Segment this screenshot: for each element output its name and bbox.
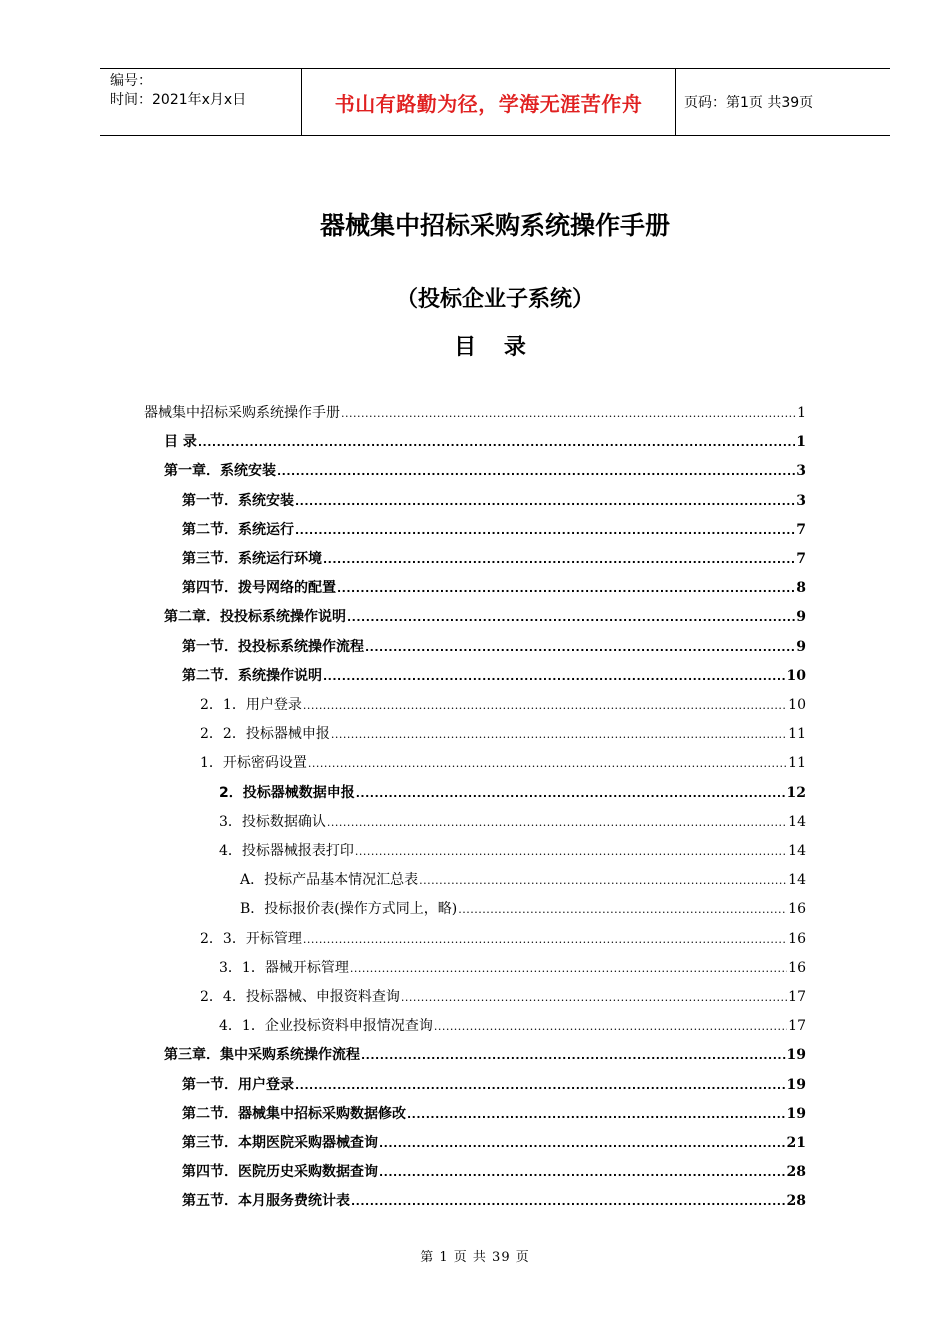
- toc-leader-dots: [327, 816, 787, 829]
- toc-entry-page: 3: [796, 463, 806, 480]
- toc-entry[interactable]: [200, 694, 806, 716]
- toc-entry-page: 8: [796, 580, 806, 597]
- toc-entry-label: 第三节．系统运行环境: [182, 551, 322, 567]
- toc-entry-label: 第五节．本月服务费统计表: [182, 1193, 350, 1210]
- toc-leader-dots: [341, 407, 796, 420]
- toc-entry-page: 7: [796, 551, 806, 567]
- toc-entry[interactable]: [182, 519, 806, 541]
- page-footer: 第 1 页 共 39 页: [420, 1250, 530, 1265]
- header-meta: [110, 72, 300, 110]
- toc-entry-label: 2．2．投标器械申报: [200, 726, 330, 743]
- toc-entry-label: 2．4．投标器械、申报资料查询: [200, 989, 400, 1005]
- toc-entry-label: 3．投标数据确认: [219, 813, 326, 830]
- toc-entry[interactable]: [200, 723, 806, 745]
- toc-leader-dots: [323, 670, 786, 683]
- toc-entry[interactable]: [182, 1190, 806, 1212]
- toc-entry[interactable]: [182, 548, 806, 570]
- toc-entry[interactable]: [219, 957, 806, 979]
- toc-leader-dots: [303, 699, 787, 712]
- toc-entry[interactable]: [182, 577, 806, 599]
- toc-leader-dots: [355, 845, 787, 858]
- toc-entry-label: B．投标报价表(操作方式同上，略): [240, 901, 458, 918]
- toc-entry-page: 3: [796, 492, 806, 509]
- toc-entry-label: 4．1．企业投标资料申报情况查询: [219, 1018, 433, 1035]
- toc-entry[interactable]: [164, 606, 806, 628]
- toc-leader-dots: [337, 582, 795, 595]
- toc-entry-page: 9: [796, 609, 806, 626]
- toc-entry[interactable]: [200, 752, 806, 774]
- toc-leader-dots: [379, 1137, 786, 1150]
- toc-entry[interactable]: [219, 811, 806, 833]
- toc-entry[interactable]: [182, 1161, 806, 1183]
- toc-entry[interactable]: [182, 1074, 806, 1096]
- toc-entry-page: 7: [796, 521, 806, 538]
- toc-entry-page: 14: [788, 843, 806, 859]
- toc-entry-label: 第四节．拨号网络的配置: [182, 580, 336, 597]
- toc-entry-page: 16: [788, 959, 806, 976]
- toc-entry-page: 16: [788, 930, 806, 947]
- toc-leader-dots: [356, 787, 786, 800]
- toc-entry[interactable]: [200, 986, 806, 1008]
- toc-entry-label: 第三章．集中采购系统操作流程: [164, 1047, 360, 1064]
- toc-leader-dots: [295, 524, 795, 537]
- toc-leader-dots: [303, 933, 787, 946]
- toc-entry[interactable]: [240, 869, 806, 891]
- page-header: [100, 68, 890, 136]
- toc-leader-dots: [323, 553, 795, 566]
- toc-entry-label: 第一章．系统安装: [164, 463, 276, 480]
- toc-entry-page: 17: [788, 989, 806, 1005]
- toc-entry[interactable]: [219, 1015, 806, 1037]
- toc-entry-label: 目 录: [164, 434, 197, 451]
- toc-entry-label: 第二节．系统运行: [182, 521, 294, 538]
- toc-leader-dots: [308, 757, 787, 770]
- toc-entry-label: 第一节．投投标系统操作流程: [182, 638, 364, 655]
- header-divider: [675, 69, 676, 135]
- toc-entry-label: 1．开标密码设置: [200, 755, 307, 772]
- toc-entry-page: 11: [788, 726, 806, 743]
- toc-leader-dots: [331, 728, 787, 741]
- header-number: 编号：: [110, 73, 152, 89]
- toc-entry-page: 21: [786, 1135, 806, 1151]
- toc-entry-label: A．投标产品基本情况汇总表: [240, 872, 419, 889]
- toc-entry[interactable]: [144, 402, 806, 424]
- toc-entry[interactable]: [182, 1103, 806, 1125]
- toc-entry-page: 10: [788, 697, 806, 713]
- toc-entry[interactable]: [182, 1132, 806, 1154]
- toc-leader-dots: [277, 465, 795, 478]
- toc-entry-label: 第一节．系统安装: [182, 492, 294, 509]
- toc-entry-label: 第二节．器械集中招标采购数据修改: [182, 1105, 406, 1122]
- toc-entry[interactable]: [219, 840, 806, 862]
- toc-entry[interactable]: [182, 636, 806, 658]
- toc-entry[interactable]: [182, 665, 806, 687]
- toc-entry-page: 19: [786, 1076, 806, 1093]
- toc-entry-label: 2．3．开标管理: [200, 930, 302, 947]
- toc-entry-page: 19: [786, 1105, 806, 1122]
- toc-entry-page: 14: [788, 813, 806, 830]
- toc-entry-label: 3．1．器械开标管理: [219, 959, 349, 976]
- toc-entry-page: 11: [788, 755, 806, 772]
- toc-entry-page: 1: [797, 405, 806, 421]
- toc-entry[interactable]: [219, 782, 806, 804]
- toc-entry-label: 器械集中招标采购系统操作手册: [144, 405, 340, 421]
- toc-leader-dots: [407, 1108, 786, 1121]
- toc-heading: 目 录: [454, 335, 536, 360]
- toc-entry-page: 14: [788, 872, 806, 889]
- toc-entry-page: 10: [786, 667, 806, 684]
- toc-entry-label: 4．投标器械报表打印: [219, 843, 354, 859]
- document-subtitle: （投标企业子系统）: [395, 287, 594, 312]
- toc-leader-dots: [295, 1079, 786, 1092]
- toc-entry-page: 17: [788, 1018, 806, 1035]
- toc-leader-dots: [361, 1049, 786, 1062]
- toc-entry-label: 第三节．本期医院采购器械查询: [182, 1135, 378, 1151]
- toc-entry[interactable]: [182, 490, 806, 512]
- toc-entry-page: 28: [786, 1164, 806, 1181]
- toc-leader-dots: [379, 1166, 786, 1179]
- toc-entry-page: 19: [786, 1047, 806, 1064]
- toc-entry-label: 2．投标器械数据申报: [219, 784, 355, 801]
- header-time: 时间：2021年x月x日: [110, 92, 247, 108]
- toc-entry[interactable]: [200, 928, 806, 950]
- header-page-code: 页码：第1页 共39页: [684, 95, 814, 111]
- toc-entry-label: 第四节．医院历史采购数据查询: [182, 1164, 378, 1181]
- toc-leader-dots: [419, 874, 787, 887]
- toc-entry-page: 28: [786, 1193, 806, 1210]
- document-title: 器械集中招标采购系统操作手册: [319, 211, 670, 240]
- toc-entry-label: 第二章．投投标系统操作说明: [164, 609, 346, 626]
- toc-entry-label: 第一节．用户登录: [182, 1076, 294, 1093]
- toc-entry-page: 9: [796, 638, 806, 655]
- toc-leader-dots: [351, 1195, 786, 1208]
- toc-entry-page: 1: [796, 434, 806, 451]
- toc-leader-dots: [295, 495, 795, 508]
- toc-entry[interactable]: [164, 431, 806, 453]
- toc-leader-dots: [434, 1020, 787, 1033]
- toc-entry[interactable]: [164, 460, 806, 482]
- toc-entry[interactable]: [164, 1044, 806, 1066]
- toc-leader-dots: [198, 436, 795, 449]
- header-motto: 书山有路勤为径，学海无涯苦作舟: [334, 91, 643, 116]
- toc-entry[interactable]: [240, 898, 806, 920]
- toc-leader-dots: [347, 611, 795, 624]
- toc-entry-label: 第二节．系统操作说明: [182, 667, 322, 684]
- toc-entry-page: 16: [788, 901, 806, 918]
- toc-leader-dots: [458, 903, 787, 916]
- toc-entry-page: 12: [786, 784, 806, 801]
- toc-entry-label: 2．1．用户登录: [200, 697, 302, 713]
- toc-leader-dots: [365, 641, 795, 654]
- toc-leader-dots: [401, 991, 787, 1004]
- toc-leader-dots: [350, 962, 787, 975]
